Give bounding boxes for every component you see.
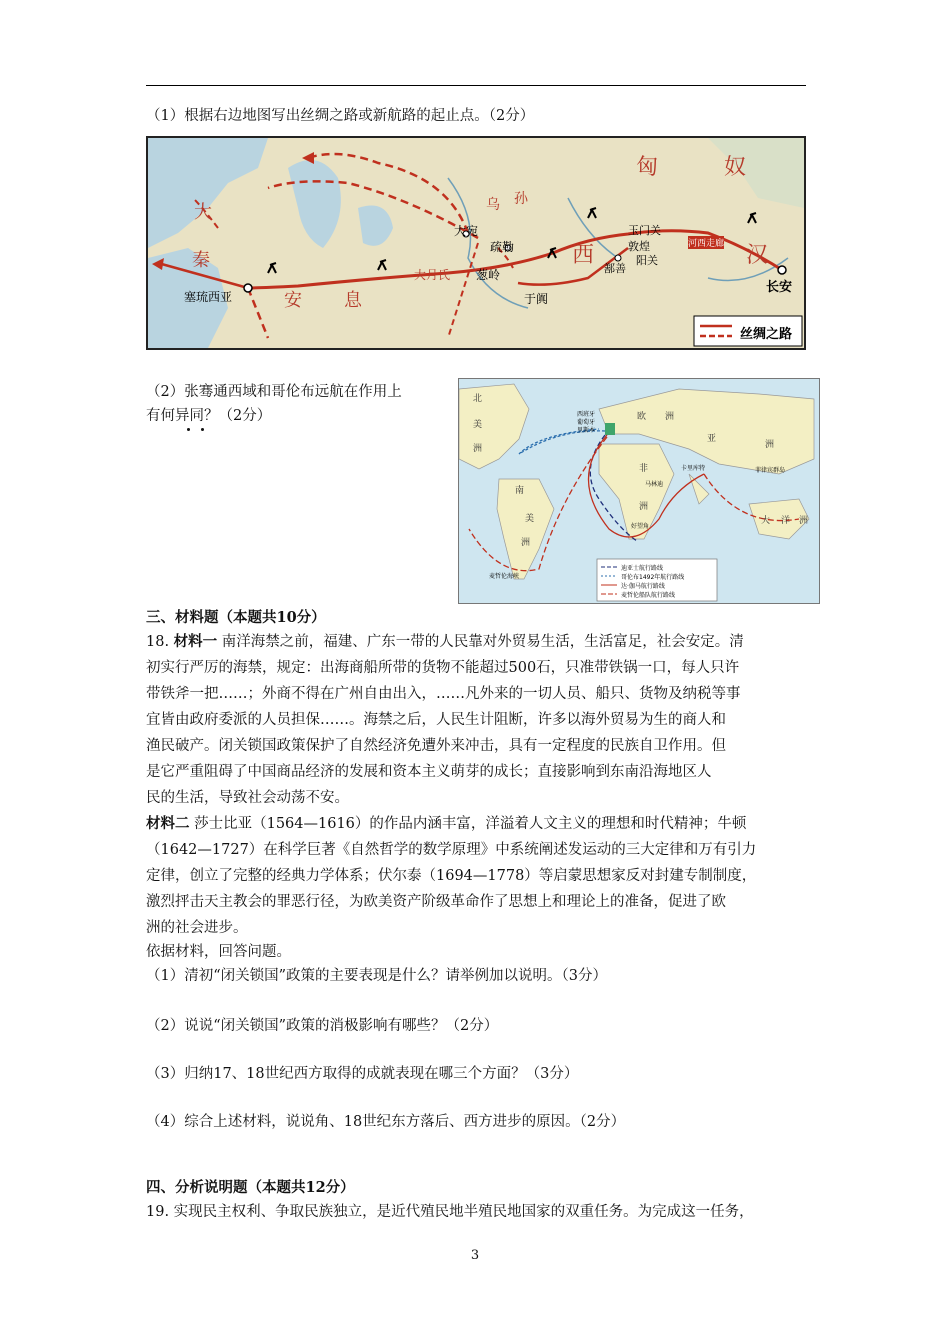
material-1-line-5: 渔民破产。闭关锁国政策保护了自然经济免遭外来冲击，具有一定程度的民族自卫作用。但 xyxy=(146,738,726,754)
label-wusun-1: 乌 xyxy=(486,197,500,213)
material-2-line-1 xyxy=(146,814,746,834)
emphasis-dot xyxy=(187,428,190,431)
label-shanshan: 鄯善 xyxy=(604,262,626,275)
question-18-2: （2）说说“闭关锁国”政策的消极影响有哪些？（2分） xyxy=(146,1018,499,1034)
label-as-1: 亚 xyxy=(707,434,717,444)
label-as-2: 洲 xyxy=(765,440,775,450)
silk-road-legend-label: 丝绸之路 xyxy=(740,327,793,342)
label-yutian: 于阗 xyxy=(524,292,549,306)
label-calicut: 卡里库特 xyxy=(681,465,706,472)
material-2-line-5: 洲的社会进步。 xyxy=(146,920,248,936)
label-oc-2: 洋 xyxy=(781,516,791,526)
label-changan: 长安 xyxy=(766,280,793,295)
material-2-line-3: 定律，创立了完整的经典力学体系；伏尔泰（1694—1778）等启蒙思想家反对封建专制制度， xyxy=(146,868,757,884)
material-1-line-1 xyxy=(146,632,744,652)
material-1-line-2: 初实行严厉的海禁，规定：出海商船所带的货物不能超过500石，只准带铁锅一口，每人只许 xyxy=(146,660,740,676)
label-iberia-3: 里斯本 xyxy=(577,427,596,434)
legend-item-dias: 迪亚士航行路线 xyxy=(621,565,664,572)
label-eu-2: 洲 xyxy=(665,412,675,422)
material-1-line-7: 民的生活，导致社会动荡不安。 xyxy=(146,790,349,806)
label-dayuezhi: 大月氏 xyxy=(414,268,451,282)
label-da: 大 xyxy=(194,202,212,223)
label-magellan-strait: 麦哲伦海峡 xyxy=(489,573,520,580)
material-2-label: 材料二 xyxy=(146,815,190,832)
material-1-line-6: 是它严重阻碍了中国商品经济的发展和资本主义萌芽的成长；直接影响到东南沿海地区人 xyxy=(146,764,712,780)
label-congling: 葱岭 xyxy=(476,268,501,282)
silk-road-map xyxy=(146,136,806,350)
label-xi: 西 xyxy=(572,243,595,268)
label-iberia-2: 葡萄牙 xyxy=(577,419,596,426)
legend-item-magellan: 麦哲伦船队航行路线 xyxy=(621,592,676,599)
label-cape: 好望角 xyxy=(631,523,650,530)
label-na-3: 洲 xyxy=(473,444,483,454)
label-anxi-1: 安 xyxy=(284,290,302,311)
question-18-4: （4）综合上述材料，说说角、18世纪东方落后、西方进步的原因。（2分） xyxy=(146,1114,626,1130)
question-18-3: （3）归纳17、18世纪西方取得的成就表现在哪三个方面？（3分） xyxy=(146,1066,579,1082)
label-shule: 疏勒 xyxy=(490,240,515,254)
label-hexi: 河西走廊 xyxy=(688,236,724,249)
material-1-text: 南洋海禁之前，福建、广东一带的人民靠对外贸易生活，生活富足，社会安定。清 xyxy=(221,634,744,650)
material-2-text: 莎士比亚（1564—1616）的作品内涵丰富，洋溢着人文主义的理想和时代精神；牛顿 xyxy=(194,816,747,832)
question-19-line: 19. 实现民主权利、争取民族独立，是近代殖民地半殖民地国家的双重任务。为完成这一任务， xyxy=(146,1204,754,1220)
new-sea-routes-map xyxy=(458,378,820,604)
label-af-1: 非 xyxy=(639,464,649,474)
section-4-title: 四、分析说明题（本题共12分） xyxy=(146,1179,355,1196)
label-iberia-1: 西班牙 xyxy=(577,411,596,418)
question-2-prompt-line-2: 有何异同？（2分） xyxy=(146,408,272,424)
legend-item-columbus: 哥伦布1492年航行路线 xyxy=(621,574,685,581)
material-2-line-4: 激烈抨击天主教会的罪恶行径，为欧美资产阶级革命作了思想上和理论上的准备，促进了欧 xyxy=(146,894,726,910)
question-18-number: 18. xyxy=(146,634,170,650)
label-dayuan: 大宛 xyxy=(454,224,479,238)
label-xiongnu-2: 奴 xyxy=(724,155,747,180)
label-oc-3: 洲 xyxy=(799,516,809,526)
label-sa-2: 美 xyxy=(525,514,535,524)
label-af-2: 洲 xyxy=(639,502,649,512)
label-seleucia: 塞琉西亚 xyxy=(184,290,233,304)
section-3-title: 三、材料题（本题共10分） xyxy=(146,609,326,626)
material-1-line-4: 宜皆由政府委派的人员担保……。海禁之后，人民生计阻断，许多以海外贸易为生的商人和 xyxy=(146,712,726,728)
question-2-prompt-line-1: （2）张骞通西域和哥伦布远航在作用上 xyxy=(146,384,402,400)
page-number: 3 xyxy=(470,1248,480,1263)
label-philippines: 菲律宾群岛 xyxy=(755,467,786,474)
label-na-2: 美 xyxy=(473,420,483,430)
material-1-label: 材料一 xyxy=(173,633,218,650)
question-1-prompt: （1）根据右边地图写出丝绸之路或新航路的起止点。（2分） xyxy=(146,108,535,124)
label-oc-1: 大 xyxy=(761,516,771,526)
label-eu-1: 欧 xyxy=(637,412,647,422)
label-yangguan: 阳关 xyxy=(636,254,658,267)
label-qin: 秦 xyxy=(192,250,210,271)
label-sa-3: 洲 xyxy=(521,538,531,548)
label-han: 汉 xyxy=(746,243,769,268)
label-xiongnu-1: 匈 xyxy=(636,155,659,180)
emphasis-dot xyxy=(201,428,204,431)
question-18-1: （1）清初“闭关锁国”政策的主要表现是什么？请举例加以说明。（3分） xyxy=(146,968,608,984)
instruction: 依据材料，回答问题。 xyxy=(146,944,291,960)
label-wusun-2: 孙 xyxy=(514,191,528,207)
label-dunhuang: 敦煌 xyxy=(628,240,650,253)
header-rule xyxy=(146,85,806,86)
label-malindi: 马林迪 xyxy=(645,481,664,488)
label-sa-1: 南 xyxy=(515,486,525,496)
label-anxi-2: 息 xyxy=(344,290,362,311)
material-1-line-3: 带铁斧一把……；外商不得在广州自由出入，……凡外来的一切人员、船只、货物及纳税等事 xyxy=(146,686,741,702)
label-na-1: 北 xyxy=(473,394,483,404)
material-2-line-2: （1642—1727）在科学巨著《自然哲学的数学原理》中系统阐述发运动的三大定律和万有引力 xyxy=(146,842,757,858)
label-yumenguan: 玉门关 xyxy=(628,224,661,237)
legend-item-da-gama: 达·伽马航行路线 xyxy=(621,583,665,590)
